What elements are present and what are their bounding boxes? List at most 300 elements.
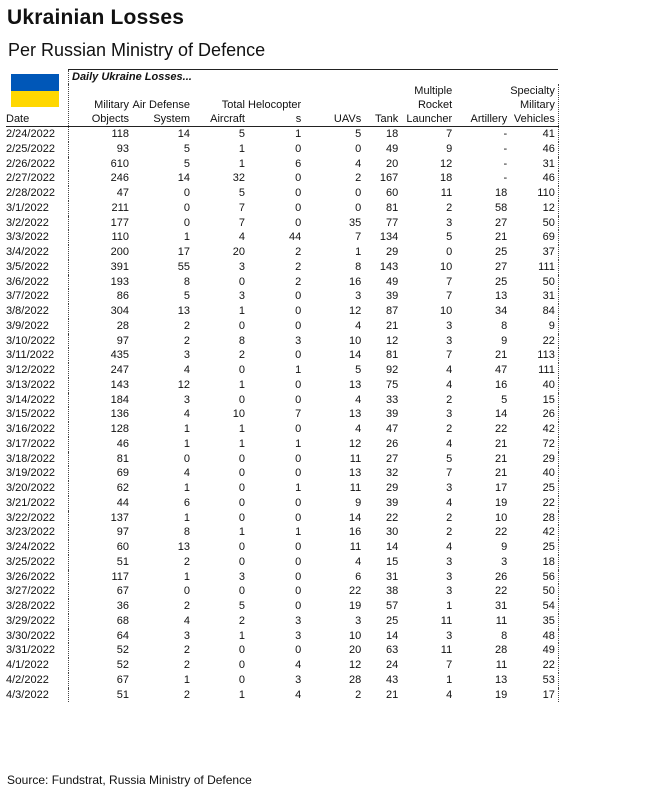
value-cell: 1 [183,231,190,244]
value-cell: 4 [355,423,362,435]
value-cell: 3 [446,570,453,583]
value-cell: 32 [385,467,399,480]
date-cell: 3/8/2022 [6,305,49,317]
value-cell: 97 [69,334,133,349]
value-cell: 28 [348,673,362,686]
value-cell: 4 [355,393,362,406]
losses-table [6,69,559,702]
value-cell: 20 [348,644,362,657]
value-cell: 35 [348,216,362,229]
table-row [6,378,558,393]
value-cell: 3 [446,482,453,494]
value-cell: 75 [385,378,399,391]
value-cell: 0 [183,187,190,199]
value-cell: 1 [238,437,245,450]
value-cell: 69 [510,230,558,245]
column-header-line: Tank [374,113,399,125]
value-cell: 50 [510,275,558,290]
date-cell: 3/24/2022 [6,541,55,553]
value-cell: 0 [295,142,302,155]
value-cell: 1 [446,673,453,686]
value-cell: 4 [295,688,302,701]
date-cell: 3/9/2022 [6,319,49,332]
value-cell: 0 [295,201,302,214]
column-header [6,84,69,127]
value-cell: 177 [69,216,133,231]
value-cell: 77 [385,216,399,229]
value-cell: 4 [183,614,190,627]
value-cell: 4 [295,659,302,671]
value-cell: 3 [183,629,190,642]
value-cell: 1 [295,526,302,539]
value-cell: 15 [385,555,399,568]
value-cell: 7 [238,216,245,229]
value-cell: 50 [510,216,558,231]
value-cell: 2 [295,260,302,273]
value-cell: 12 [348,437,362,450]
value-cell: - [503,128,508,140]
value-cell: 3 [238,260,245,273]
value-cell: 11 [440,614,453,627]
value-cell: 22 [494,526,508,539]
table-row [6,452,558,467]
value-cell: 37 [510,245,558,260]
value-cell: 81 [385,201,399,214]
value-cell: 1 [295,364,302,376]
column-header-line: Military [94,99,129,111]
date-cell: 3/19/2022 [6,467,55,480]
value-cell: 2 [183,334,190,347]
table-row [6,614,558,629]
value-cell: 29 [385,482,399,494]
value-cell: 0 [295,585,302,598]
value-cell: 30 [385,526,399,539]
value-cell: 9 [501,334,508,347]
value-cell: 31 [510,289,558,304]
value-cell: 69 [69,466,133,481]
value-cell: 7 [446,290,453,303]
value-cell: 31 [494,600,508,612]
date-cell: 4/2/2022 [6,673,49,686]
date-cell: 3/25/2022 [6,555,55,568]
value-cell: 92 [385,364,399,376]
value-cell: 184 [69,393,133,408]
column-header-line: Vehicles [513,113,555,125]
value-cell: 51 [69,555,133,570]
value-cell: 0 [355,201,362,214]
value-cell: 1 [183,673,190,686]
date-cell: 2/25/2022 [6,142,55,155]
value-cell: 14 [177,172,190,185]
date-cell: 3/12/2022 [6,364,55,376]
value-cell: 0 [238,275,245,288]
value-cell: 26 [494,570,508,583]
value-cell: 67 [69,673,133,688]
column-header [193,84,248,127]
column-header-line: System [153,113,190,125]
table-header-row [6,84,558,127]
value-cell: 25 [385,614,399,627]
value-cell: 16 [494,378,508,391]
value-cell: 1 [183,482,190,494]
value-cell: 304 [69,304,133,319]
value-cell: 193 [69,275,133,290]
value-cell: 21 [494,231,508,244]
table-row [6,688,558,703]
value-cell: 0 [295,187,302,199]
column-header-line: Aircraft [210,113,245,125]
table-row [6,216,558,231]
value-cell: 0 [355,187,362,199]
value-cell: 1 [238,629,245,642]
value-cell: 46 [510,171,558,186]
date-cell: 3/13/2022 [6,378,55,391]
value-cell: 58 [494,201,508,214]
value-cell: 54 [510,599,558,614]
value-cell: 1 [183,423,190,435]
table-row [6,658,558,673]
value-cell: 1 [238,378,245,391]
value-cell: 118 [69,127,133,142]
value-cell: 87 [385,305,399,317]
column-header-line: UAVs [333,113,362,125]
column-header-line: Military [520,99,555,111]
value-cell: 13 [348,408,362,421]
value-cell: 7 [446,128,453,140]
value-cell: 38 [385,585,399,598]
source-note: Source: Fundstrat, Russia Ministry of Defence [7,773,252,787]
value-cell: 5 [446,452,453,465]
value-cell: 7 [295,408,302,421]
value-cell: 0 [295,305,302,317]
value-cell: 0 [238,452,245,465]
value-cell: 18 [510,555,558,570]
value-cell: 167 [379,172,399,185]
value-cell: 3 [446,334,453,347]
value-cell: 34 [494,305,508,317]
value-cell: 20 [232,246,245,258]
value-cell: 56 [510,570,558,585]
value-cell: 93 [69,142,133,157]
value-cell: 0 [238,644,245,657]
value-cell: 27 [494,216,508,229]
table-row [6,437,558,452]
value-cell: 7 [446,659,453,671]
value-cell: 4 [446,541,453,553]
value-cell: 3 [295,673,302,686]
value-cell: 27 [385,452,399,465]
value-cell: 2 [446,423,453,435]
value-cell: 14 [348,511,362,524]
value-cell: 39 [385,408,399,421]
date-cell: 2/24/2022 [6,128,55,140]
value-cell: 5 [446,231,453,244]
value-cell: 143 [69,378,133,393]
value-cell: 2 [295,246,302,258]
value-cell: 36 [69,599,133,614]
value-cell: 3 [238,290,245,303]
table-row [6,142,558,157]
table-row [6,570,558,585]
value-cell: 44 [69,496,133,511]
table-row [6,496,558,511]
date-cell: 3/22/2022 [6,511,55,524]
value-cell: 2 [183,600,190,612]
value-cell: 21 [385,688,399,701]
value-cell: 4 [355,157,362,170]
value-cell: 22 [494,423,508,435]
value-cell: 26 [385,437,399,450]
value-cell: 3 [446,408,453,421]
value-cell: 14 [177,128,190,140]
losses-table-container [6,69,559,702]
value-cell: 32 [232,172,245,185]
column-header [364,84,401,127]
column-header-line: Total [221,99,245,111]
value-cell: 16 [348,275,362,288]
value-cell: 8 [183,275,190,288]
value-cell: 13 [494,673,508,686]
value-cell: 42 [510,525,558,540]
value-cell: 7 [446,349,453,362]
date-cell: 3/3/2022 [6,231,49,244]
date-cell: 3/5/2022 [6,260,49,273]
value-cell: 5 [183,290,190,303]
date-cell: 3/16/2022 [6,423,55,435]
value-cell: 84 [510,304,558,319]
value-cell: 18 [494,187,508,199]
value-cell: 0 [238,319,245,332]
value-cell: 113 [510,348,558,363]
value-cell: 136 [69,407,133,422]
value-cell: 43 [385,673,399,686]
value-cell: 12 [177,378,190,391]
value-cell: 7 [238,201,245,214]
value-cell: 0 [238,496,245,509]
value-cell: 11 [495,614,508,627]
value-cell: 610 [69,157,133,172]
table-row [6,334,558,349]
table-row [6,643,558,658]
table-row [6,363,558,378]
value-cell: 247 [69,363,133,378]
value-cell: 3 [183,393,190,406]
value-cell: 4 [183,364,190,376]
date-cell: 3/26/2022 [6,570,55,583]
value-cell: 0 [295,423,302,435]
table-row [6,555,558,570]
value-cell: 22 [510,496,558,511]
column-header-line: Objects [91,113,129,125]
value-cell: 3 [295,334,302,347]
value-cell: 21 [494,349,508,362]
value-cell: 1 [238,526,245,539]
value-cell: 5 [355,128,362,140]
value-cell: 46 [510,142,558,157]
value-cell: 25 [510,481,558,496]
value-cell: 48 [510,629,558,644]
value-cell: 143 [379,260,399,273]
value-cell: 11 [495,659,508,671]
value-cell: - [503,157,508,170]
value-cell: 31 [510,157,558,172]
value-cell: 21 [494,467,508,480]
table-row [6,673,558,688]
value-cell: 0 [295,644,302,657]
value-cell: 10 [348,334,362,347]
value-cell: 4 [355,319,362,332]
value-cell: 25 [510,540,558,555]
value-cell: 57 [385,600,399,612]
column-header [455,84,510,127]
value-cell: 200 [69,245,133,260]
value-cell: 0 [295,467,302,480]
value-cell: 4 [446,496,453,509]
date-cell: 3/4/2022 [6,246,49,258]
value-cell: 6 [355,570,362,583]
value-cell: 29 [385,246,399,258]
value-cell: 2 [446,526,453,539]
value-cell: 0 [295,496,302,509]
value-cell: 0 [295,378,302,391]
date-cell: 3/27/2022 [6,585,55,598]
page-title: Ukrainian Losses [7,6,185,29]
date-cell: 3/28/2022 [6,600,55,612]
value-cell: 8 [355,260,362,273]
value-cell: 2 [446,511,453,524]
table-row [6,348,558,363]
value-cell: 3 [295,614,302,627]
column-header-line: s [295,113,302,125]
value-cell: 6 [295,157,302,170]
value-cell: 4 [355,555,362,568]
value-cell: 4 [238,231,245,244]
value-cell: 0 [295,555,302,568]
value-cell: 72 [510,437,558,452]
table-row [6,525,558,540]
value-cell: 5 [238,600,245,612]
value-cell: 4 [183,408,190,421]
value-cell: 4 [446,364,453,376]
value-cell: 52 [69,643,133,658]
value-cell: 0 [183,585,190,598]
value-cell: 28 [510,511,558,526]
table-row [6,540,558,555]
value-cell: 3 [295,629,302,642]
value-cell: 13 [348,378,362,391]
value-cell: 3 [501,555,508,568]
value-cell: 0 [295,319,302,332]
value-cell: 19 [494,688,508,701]
date-cell: 3/1/2022 [6,201,49,214]
value-cell: 3 [446,216,453,229]
table-row [6,230,558,245]
value-cell: 0 [295,349,302,362]
value-cell: 110 [69,230,133,245]
value-cell: 111 [510,363,558,378]
value-cell: 0 [238,364,245,376]
value-cell: 2 [183,319,190,332]
value-cell: 0 [238,585,245,598]
date-cell: 3/30/2022 [6,629,55,642]
table-row [6,304,558,319]
value-cell: 0 [295,216,302,229]
value-cell: 60 [69,540,133,555]
value-cell: 0 [295,541,302,553]
value-cell: 11 [349,452,362,465]
value-cell: 9 [510,319,558,334]
column-header-line: Helocopter [248,99,302,111]
value-cell: 211 [69,201,133,216]
value-cell: 29 [510,452,558,467]
value-cell: 0 [238,393,245,406]
value-cell: 14 [385,541,399,553]
value-cell: 21 [494,437,508,450]
value-cell: 51 [69,688,133,703]
value-cell: 47 [385,423,399,435]
value-cell: 11 [440,644,453,657]
value-cell: 11 [349,541,362,553]
value-cell: 12 [348,305,362,317]
value-cell: 49 [385,275,399,288]
table-row [6,319,558,334]
value-cell: 0 [295,172,302,185]
date-cell: 3/18/2022 [6,452,55,465]
value-cell: 2 [183,659,190,671]
value-cell: 5 [501,393,508,406]
value-cell: 1 [238,688,245,701]
value-cell: 13 [177,305,190,317]
column-header-line: Rocket [417,99,453,111]
value-cell: 6 [183,496,190,509]
value-cell: 4 [446,688,453,701]
value-cell: 46 [69,437,133,452]
value-cell: 13 [177,541,190,553]
value-cell: 435 [69,348,133,363]
value-cell: 7 [446,275,453,288]
value-cell: 12 [510,201,558,216]
value-cell: 3 [446,555,453,568]
value-cell: 0 [238,482,245,494]
value-cell: 21 [494,452,508,465]
value-cell: 110 [510,186,558,201]
column-header-line: Air Defense [132,99,190,111]
value-cell: 47 [494,364,508,376]
value-cell: 44 [288,231,302,244]
value-cell: 11 [440,187,453,199]
table-row [6,245,558,260]
date-cell: 3/7/2022 [6,290,49,303]
value-cell: 0 [295,452,302,465]
value-cell: 28 [494,644,508,657]
value-cell: 2 [446,393,453,406]
date-cell: 3/15/2022 [6,408,55,421]
value-cell: 14 [385,629,399,642]
value-cell: 2 [355,172,362,185]
value-cell: 2 [238,349,245,362]
value-cell: 8 [183,526,190,539]
page-subtitle: Per Russian Ministry of Defence [8,40,266,60]
value-cell: 15 [510,393,558,408]
date-cell: 2/28/2022 [6,187,55,199]
value-cell: 14 [348,349,362,362]
value-cell: 40 [510,466,558,481]
date-cell: 4/1/2022 [6,659,49,671]
value-cell: 3 [355,290,362,303]
value-cell: 9 [446,142,453,155]
table-row [6,260,558,275]
table-row [6,186,558,201]
